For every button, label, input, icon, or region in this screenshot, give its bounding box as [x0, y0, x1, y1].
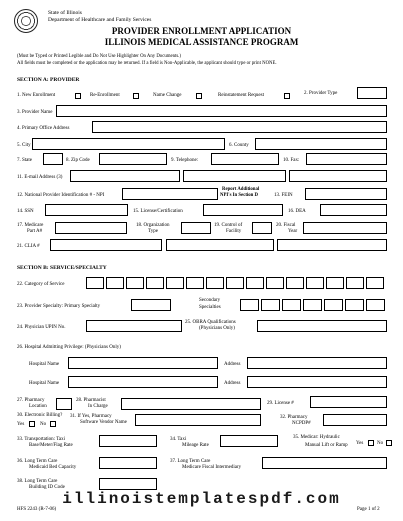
- medicar-yes-checkbox[interactable]: [368, 440, 374, 446]
- category-box[interactable]: [106, 277, 124, 289]
- secondary-label-2: Specialties: [199, 305, 221, 310]
- transportation-label-1: 33. Transportation: Taxi: [17, 437, 66, 442]
- report-npi-line-1: Report Additional: [222, 187, 260, 192]
- category-box[interactable]: [186, 277, 204, 289]
- transportation-label-2: Base/Meter/Flag Rate: [29, 443, 73, 448]
- obra-field[interactable]: [257, 320, 387, 332]
- reinstatement-label: Reinstatement Request: [218, 93, 264, 98]
- secondary-specialty-box[interactable]: [240, 299, 259, 311]
- hospital-privilege-label: 26. Hospital Admitting Privilege: (Physicians Only): [17, 345, 121, 350]
- category-box[interactable]: [326, 277, 344, 289]
- county-field[interactable]: [255, 138, 387, 150]
- re-enrollment-checkbox[interactable]: [133, 93, 139, 99]
- hospital-address-field-2[interactable]: [247, 376, 387, 388]
- state-name: State of Illinois: [48, 10, 82, 16]
- re-enrollment-label: Re-Enrollment: [90, 93, 120, 98]
- ltc-id-label-2: Building ID Code: [29, 485, 65, 490]
- ssn-field[interactable]: [45, 204, 128, 216]
- secondary-specialty-box[interactable]: [324, 299, 343, 311]
- electronic-billing-label: 30. Electronic Billing?: [17, 413, 63, 418]
- address-label-2: Address: [224, 381, 241, 386]
- clia-label: 21. CLIA #: [17, 244, 40, 249]
- category-box[interactable]: [206, 277, 224, 289]
- org-type-field[interactable]: [181, 222, 211, 234]
- license-field[interactable]: [203, 204, 283, 216]
- ssn-label: 14. SSN: [17, 209, 34, 214]
- state-label: 7. State: [17, 158, 32, 163]
- reinstatement-checkbox[interactable]: [284, 93, 290, 99]
- npi-field[interactable]: [122, 188, 218, 200]
- transportation-field[interactable]: [99, 435, 157, 447]
- zip-label: 8. Zip Code: [66, 158, 90, 163]
- fiscal-year-field[interactable]: [303, 222, 387, 234]
- taxi-label-2: Mileage Rate: [182, 443, 209, 448]
- category-box[interactable]: [366, 277, 384, 289]
- report-npi-line-2: NPI's In Section D: [220, 193, 258, 198]
- taxi-mileage-field[interactable]: [220, 435, 278, 447]
- category-box[interactable]: [246, 277, 264, 289]
- fiscal-label-2: Year: [288, 229, 298, 234]
- provider-type-label: 2. Provider Type: [304, 91, 338, 96]
- provider-name-label: 3. Provider Name: [17, 110, 53, 115]
- ncpdp-label-2: NCPDP#: [292, 421, 311, 426]
- license-no-field[interactable]: [310, 396, 387, 408]
- billing-no-checkbox[interactable]: [50, 421, 56, 427]
- pharmacy-location-label-1: 27. Pharmacy: [17, 398, 45, 403]
- fiscal-label-1: 20. Fiscal: [276, 223, 296, 228]
- provider-name-field[interactable]: [56, 105, 387, 117]
- form-title: PROVIDER ENROLLMENT APPLICATION: [111, 26, 292, 36]
- primary-office-field[interactable]: [92, 121, 387, 133]
- category-box[interactable]: [146, 277, 164, 289]
- control-label-2: Facility: [226, 229, 242, 234]
- ltc-bed-label-1: 36. Long Term Care: [17, 459, 58, 464]
- ltc-fi-label-1: 37. Long Term Care: [170, 459, 211, 464]
- license-label: 15. License/Certification: [133, 209, 183, 214]
- medicare-label-2: Part A#: [27, 229, 43, 234]
- license-no-label: 29. License #: [267, 401, 294, 406]
- name-change-checkbox[interactable]: [196, 93, 202, 99]
- instructions-line-2: All fields must be completed or the application may be returned. If a field is Non-Applicable, the applicant should type or print NONE.: [17, 61, 277, 66]
- obra-label-2: (Physicians Only): [199, 326, 235, 331]
- email-field-1[interactable]: [70, 170, 180, 182]
- ncpdp-field[interactable]: [323, 414, 387, 426]
- city-field[interactable]: [32, 138, 225, 150]
- clia-field-1[interactable]: [50, 239, 162, 251]
- secondary-specialty-box[interactable]: [303, 299, 322, 311]
- secondary-specialty-box[interactable]: [366, 299, 385, 311]
- specialty-label: 23. Provider Specialty: Primary Specialty: [17, 304, 101, 309]
- watermark: illinoistemplatespdf.com: [62, 490, 341, 508]
- fax-label: 10. Fax:: [283, 158, 300, 163]
- instructions-line-1: (Must be Typed or Printed Legible and Do Not Use Highlighter On Any Documents.): [17, 54, 181, 59]
- taxi-label-1: 34. Taxi: [170, 437, 187, 442]
- software-label-2: Software Vendor Name: [80, 420, 127, 425]
- category-box[interactable]: [286, 277, 304, 289]
- fein-label: 13. FEIN: [274, 193, 293, 198]
- obra-label-1: 25. OBRA Qualifications: [185, 320, 236, 325]
- pharmacy-location-label-2: Location: [29, 404, 47, 409]
- new-enrollment-checkbox[interactable]: [75, 93, 81, 99]
- billing-yes-checkbox[interactable]: [29, 421, 35, 427]
- medicar-no-checkbox[interactable]: [386, 440, 392, 446]
- telephone-label: 9. Telephone:: [171, 158, 199, 163]
- billing-no-label: No: [40, 422, 47, 427]
- medicar-label-2: Manual Lift or Ramp: [305, 443, 348, 448]
- ltc-id-field[interactable]: [99, 478, 157, 490]
- control-field[interactable]: [252, 222, 272, 234]
- pharmacy-location-field[interactable]: [56, 398, 72, 410]
- provider-type-field[interactable]: [357, 87, 387, 99]
- control-label-1: 19. Control of: [214, 223, 243, 228]
- ltc-bed-label-2: Medicaid Bed Capacity: [29, 465, 77, 470]
- medicar-yes-label: Yes: [356, 441, 364, 446]
- form-subtitle: ILLINOIS MEDICAL ASSISTANCE PROGRAM: [104, 37, 299, 47]
- section-b-heading: SECTION B: SERVICE/SPECIALTY: [17, 265, 107, 271]
- billing-yes-label: Yes: [17, 422, 25, 427]
- category-box[interactable]: [126, 277, 144, 289]
- org-type-label-1: 18. Organization: [136, 223, 170, 228]
- fax-field[interactable]: [306, 153, 387, 165]
- secondary-specialty-box[interactable]: [345, 299, 364, 311]
- pharmacist-field[interactable]: [121, 398, 261, 410]
- category-box[interactable]: [226, 277, 244, 289]
- hospital-name-field-2[interactable]: [68, 376, 218, 388]
- software-vendor-field[interactable]: [135, 414, 261, 426]
- ltc-id-label-1: 38. Long Term Care: [17, 479, 58, 484]
- telephone-field[interactable]: [211, 153, 279, 165]
- email-field-3[interactable]: [289, 170, 387, 182]
- primary-office-label: 4. Primary Office Address: [17, 126, 70, 131]
- city-label: 5. City: [17, 143, 31, 148]
- state-field[interactable]: [43, 153, 63, 165]
- category-box[interactable]: [346, 277, 364, 289]
- new-enrollment-label: 1. New Enrollment: [17, 93, 56, 98]
- npi-label: 12. National Provider Identification # - NPI: [17, 193, 105, 198]
- email-field-2[interactable]: [183, 170, 286, 182]
- address-label-1: Address: [224, 362, 241, 367]
- secondary-specialty-box[interactable]: [282, 299, 301, 311]
- pharmacist-label-1: 28. Pharmacist: [76, 398, 106, 403]
- primary-specialty-field[interactable]: [131, 299, 171, 311]
- ncpdp-label-1: 32. Pharmacy: [280, 415, 308, 420]
- category-box[interactable]: [86, 277, 104, 289]
- name-change-label: Name Change: [153, 93, 182, 98]
- section-a-heading: SECTION A: PROVIDER: [17, 77, 80, 83]
- county-label: 6. County: [229, 143, 249, 148]
- medicare-label-1: 17. Medicare: [17, 223, 44, 228]
- hospital-name-field-1[interactable]: [68, 357, 218, 369]
- hospital-name-label-2: Hospital Name: [29, 381, 60, 386]
- hospital-address-field-1[interactable]: [247, 357, 387, 369]
- medicar-label-1: 35. Medicar: Hydraulic: [293, 435, 340, 440]
- page-number: Page 1 of 2: [357, 507, 380, 512]
- org-type-label-2: Type: [148, 229, 158, 234]
- upin-label: 24. Physician UPIN No.: [17, 325, 66, 330]
- ltc-fi-label-2: Medicare Fiscal Intermediary: [182, 465, 242, 470]
- clia-field-3[interactable]: [277, 239, 387, 251]
- ltc-fi-field[interactable]: [262, 457, 387, 469]
- secondary-specialty-box[interactable]: [261, 299, 280, 311]
- ltc-bed-field[interactable]: [99, 457, 157, 469]
- department-name: Department of Healthcare and Family Services: [48, 17, 152, 23]
- upin-field[interactable]: [86, 320, 182, 332]
- medicar-no-label: No: [377, 441, 384, 446]
- zip-field[interactable]: [99, 153, 167, 165]
- hospital-name-label-1: Hospital Name: [29, 362, 60, 367]
- category-box[interactable]: [306, 277, 324, 289]
- dea-label: 16. DEA: [288, 209, 306, 214]
- dea-field[interactable]: [320, 204, 387, 216]
- category-label: 22. Category of Service: [17, 282, 65, 287]
- form-number: HFS 2243 (R-7-06): [17, 507, 57, 512]
- category-box[interactable]: [266, 277, 284, 289]
- software-label-1: 31. If Yes, Pharmacy: [70, 414, 112, 419]
- category-box[interactable]: [166, 277, 184, 289]
- pharmacist-label-2: In Charge: [88, 404, 108, 409]
- secondary-label-1: Secondary: [199, 298, 221, 303]
- clia-field-2[interactable]: [166, 239, 274, 251]
- medicare-field[interactable]: [55, 222, 127, 234]
- email-label: 11. E-mail Address (3): [17, 175, 63, 180]
- fein-field[interactable]: [305, 188, 387, 200]
